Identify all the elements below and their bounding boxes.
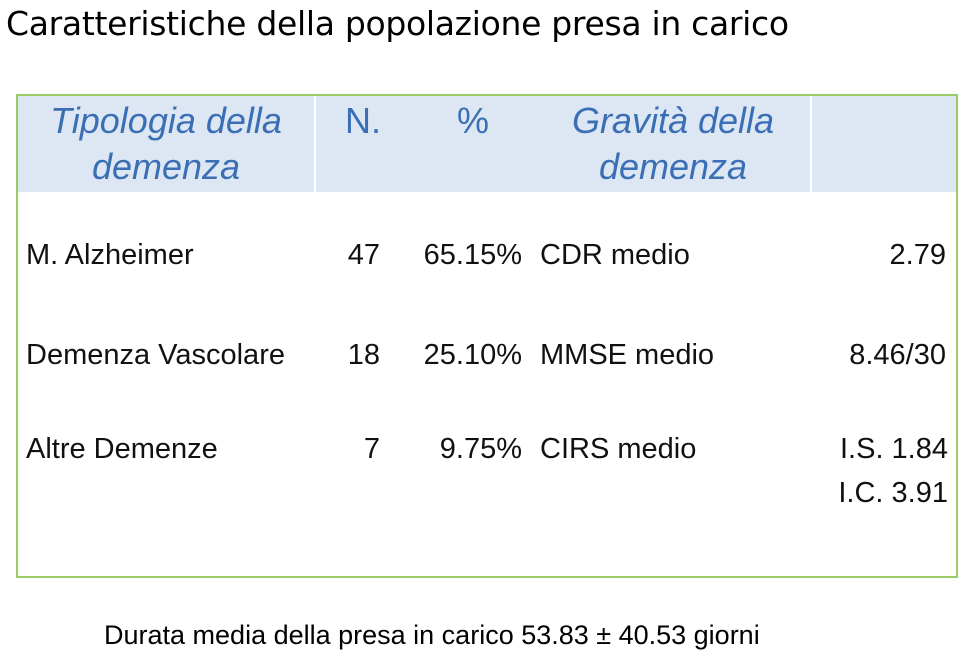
header-severity: [538, 98, 808, 190]
header-severity-line1: Gravità della: [571, 100, 775, 141]
row-measure: MMSE medio: [540, 339, 715, 371]
header-type: [22, 98, 310, 190]
row-value: I.S. 1.84: [839, 433, 948, 465]
row-type: M. Alzheimer: [26, 239, 194, 271]
row-n: 47: [347, 239, 380, 271]
row-percent: 25.10%: [423, 339, 522, 371]
row-percent: 9.75%: [439, 433, 522, 465]
row-value-secondary: I.C. 3.91: [838, 477, 948, 509]
header-severity-line2: demenza: [598, 146, 748, 187]
row-n: 7: [363, 433, 380, 465]
header-type-line1: Tipologia della: [50, 100, 282, 141]
row-measure: CIRS medio: [540, 433, 697, 465]
row-type: Altre Demenze: [26, 433, 218, 465]
table-header: [18, 96, 956, 192]
header-type-line2: demenza: [91, 146, 241, 187]
column-separator: [314, 96, 316, 192]
column-separator: [810, 96, 812, 192]
row-value: 2.79: [889, 239, 946, 271]
row-measure: CDR medio: [540, 239, 690, 271]
row-n: 18: [347, 339, 380, 371]
population-table: [16, 94, 958, 578]
footer-note: Durata media della presa in carico 53.83 ± 40.53 giorni: [104, 620, 760, 650]
slide-title: Caratteristiche della popolazione presa in carico: [6, 4, 789, 43]
row-type: Demenza Vascolare: [26, 339, 285, 371]
header-percent: %: [456, 100, 489, 141]
row-value: 8.46/30: [849, 339, 946, 371]
header-n: N.: [345, 100, 381, 141]
row-percent: 65.15%: [423, 239, 522, 271]
